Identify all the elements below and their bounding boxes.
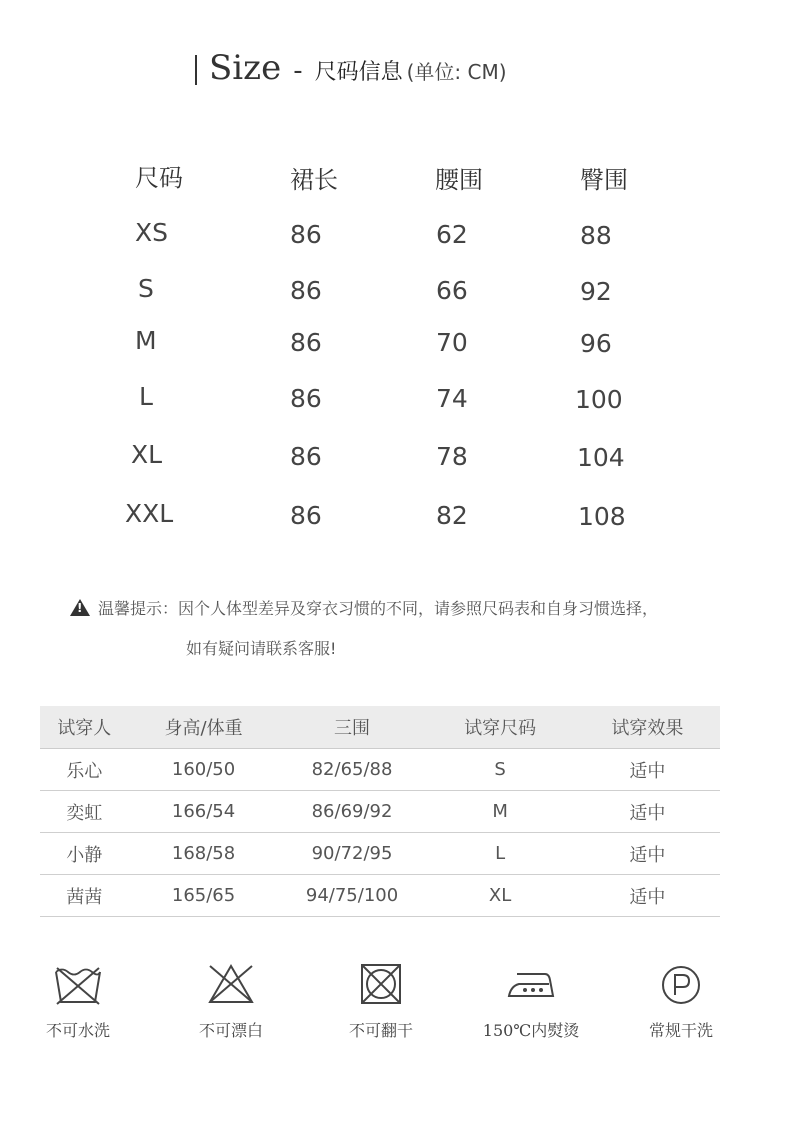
size-header-size: 尺码 [135, 164, 183, 192]
table-cell: 166/54 [128, 791, 278, 833]
size-cell: 96 [580, 329, 612, 358]
table-cell: 90/72/95 [279, 833, 426, 875]
table-row [40, 749, 720, 791]
size-cell: 86 [290, 442, 322, 471]
care-label: 150℃内熨烫 [482, 1021, 580, 1040]
size-cell: 62 [436, 220, 468, 249]
size-cell: XS [135, 218, 168, 247]
fit-header-size: 试穿尺码 [425, 706, 574, 749]
size-cell: XL [131, 440, 163, 469]
table-cell: S [425, 749, 574, 791]
no-tumble-dry-icon [356, 962, 406, 1006]
size-cell: 108 [578, 502, 626, 531]
table-row [40, 833, 720, 875]
care-label: 不可水洗 [45, 1021, 110, 1040]
table-cell: 82/65/88 [279, 749, 426, 791]
fit-header-effect: 试穿效果 [575, 706, 720, 749]
table-cell: XL [425, 875, 574, 917]
care-no-tumble-dry [316, 962, 446, 1041]
table-cell: 适中 [575, 833, 720, 875]
fit-header-person: 试穿人 [40, 706, 128, 749]
iron-150-icon [505, 962, 557, 1006]
size-cell: 86 [290, 328, 322, 357]
table-row [40, 875, 720, 917]
table-cell: 165/65 [128, 875, 278, 917]
size-cell: 74 [436, 384, 468, 413]
table-cell: 94/75/100 [279, 875, 426, 917]
care-label: 常规干洗 [648, 1021, 713, 1040]
size-header-hip: 臀围 [580, 166, 628, 194]
table-cell: 160/50 [128, 749, 278, 791]
size-cell: L [139, 382, 153, 411]
size-cell: XXL [125, 499, 174, 528]
care-no-bleach [166, 962, 296, 1041]
size-cell: 86 [290, 384, 322, 413]
table-cell: 小静 [40, 833, 128, 875]
fit-table [40, 706, 720, 917]
table-cell: 适中 [575, 791, 720, 833]
title-english: Size [209, 48, 282, 88]
size-cell: 86 [290, 501, 322, 530]
title-dash: - [293, 56, 303, 86]
size-cell: 82 [436, 501, 468, 530]
size-cell: 86 [290, 276, 322, 305]
notice-line-2: 如有疑问请联系客服! [186, 639, 337, 658]
title-bar-divider [195, 55, 197, 85]
size-cell: S [138, 274, 154, 303]
page-title [195, 48, 507, 92]
table-cell: 适中 [575, 749, 720, 791]
table-cell: 适中 [575, 875, 720, 917]
size-cell: 100 [575, 385, 623, 414]
care-no-wash [13, 962, 143, 1041]
table-cell: 86/69/92 [279, 791, 426, 833]
size-cell: 92 [580, 277, 612, 306]
care-label: 不可漂白 [198, 1021, 263, 1040]
fit-header-height-weight: 身高/体重 [128, 706, 278, 749]
size-cell: 66 [436, 276, 468, 305]
notice-text-1: 温馨提示：因个人体型差异及穿衣习惯的不同，请参照尺码表和自身习惯选择， [98, 599, 659, 618]
fit-table-header [40, 706, 720, 749]
size-cell: 104 [577, 443, 625, 472]
size-cell: 78 [436, 442, 468, 471]
size-header-waist: 腰围 [435, 166, 483, 194]
size-cell: 70 [436, 328, 468, 357]
warning-icon [70, 599, 90, 616]
size-cell: M [135, 326, 157, 355]
table-cell: L [425, 833, 574, 875]
care-iron [466, 962, 596, 1041]
size-cell: 86 [290, 220, 322, 249]
title-chinese: 尺码信息 [314, 60, 403, 85]
no-wash-icon [53, 962, 103, 1006]
care-dry-clean [616, 962, 746, 1041]
dry-clean-p-icon [656, 962, 706, 1006]
fit-header-measurements: 三围 [279, 706, 426, 749]
care-label: 不可翻干 [348, 1021, 413, 1040]
notice-line-1 [70, 596, 658, 619]
size-cell: 88 [580, 221, 612, 250]
table-row [40, 791, 720, 833]
table-cell: 奕虹 [40, 791, 128, 833]
table-cell: 茜茜 [40, 875, 128, 917]
table-cell: 168/58 [128, 833, 278, 875]
no-bleach-icon [206, 962, 256, 1006]
table-cell: 乐心 [40, 749, 128, 791]
size-header-length: 裙长 [290, 166, 338, 194]
table-cell: M [425, 791, 574, 833]
title-unit: (单位: CM) [406, 60, 507, 84]
